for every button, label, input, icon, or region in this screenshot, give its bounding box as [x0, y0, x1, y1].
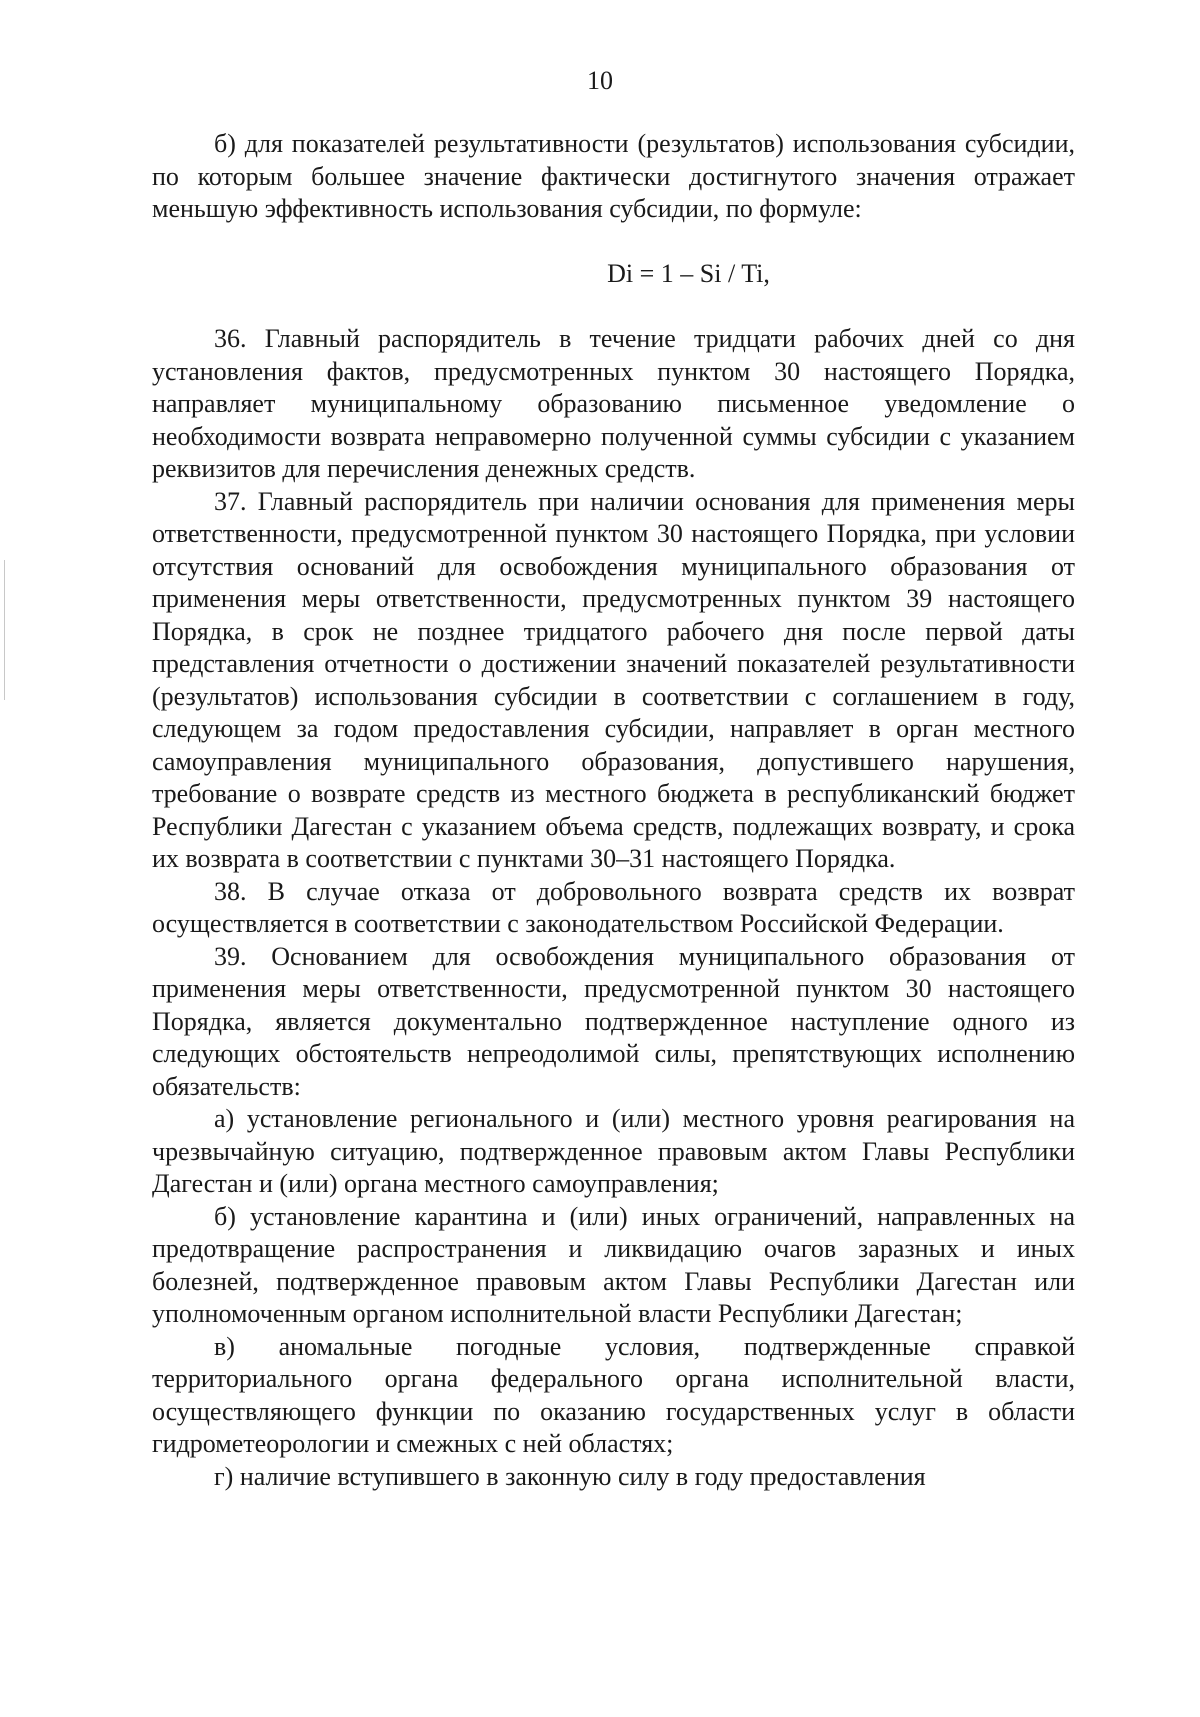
paragraph-39-b: б) установление карантина и (или) иных ограничений, направленных на предотвращение распространения и ликвидацию очагов заразных и иных болезней, подтвержденное правовым актом Главы Республики Дагестан или уполномоченным органом исполнительной власти Республики Дагестан;	[152, 1201, 1075, 1328]
paragraph-39-g: г) наличие вступившего в законную силу в году предоставления	[214, 1461, 926, 1491]
paragraph-37: 37. Главный распорядитель при наличии основания для применения меры ответственности, предусмотренной пунктом 30 настоящего Порядка, при условии отсутствия оснований для освобождения муниципального образования от применения меры ответственности, предусмотренных пунктом 39 настоящего Порядка, в срок не позднее тридцатого рабочего дня после первой даты представления отчетности о достижении значений показателей результативности (результатов) использования субсидии в соответствии с соглашением в году, следующем за годом предоставления субсидии, направляет в орган местного самоуправления муниципального образования, допустившего нарушения, требование о возврате средств из местного бюджета в республиканский бюджет Республики Дагестан с указанием объема средств, подлежащих возврату, и срока их возврата в соответствии с пунктами 30–31 настоящего Порядка.	[152, 486, 1075, 873]
paragraph-38: 38. В случае отказа от добровольного возврата средств их возврат осуществляется в соответствии с законодательством Российской Федерации.	[152, 876, 1075, 938]
formula: Di = 1 – Si / Ti,	[607, 258, 770, 288]
document-body	[152, 128, 1075, 1493]
paragraph-39-a: а) установление регионального и (или) местного уровня реагирования на чрезвычайную ситуацию, подтвержденное правовым актом Главы Республики Дагестан и (или) органа местного самоуправления;	[152, 1104, 1075, 1198]
paragraph-36: 36. Главный распорядитель в течение тридцати рабочих дней со дня установления фактов, предусмотренных пунктом 30 настоящего Порядка, направляет муниципальному образованию письменное уведомление о необходимости возврата неправомерно полученной суммы субсидии с указанием реквизитов для перечисления денежных средств.	[152, 324, 1075, 483]
scan-edge-mark	[4, 560, 5, 700]
page-number: 10	[587, 66, 613, 95]
paragraph-b-formula-intro: б) для показателей результативности (результатов) использования субсидии, по которым большее значение фактически достигнутого значения отражает меньшую эффективность использования субсидии, по формуле:	[152, 129, 1075, 223]
paragraph-39-v: в) аномальные погодные условия, подтвержденные справкой территориального органа федерального органа исполнительной власти, осуществляющего функции по оказанию государственных услуг в области гидрометеорологии и смежных с ней областях;	[152, 1331, 1075, 1458]
paragraph-39: 39. Основанием для освобождения муниципального образования от применения меры ответственности, предусмотренной пунктом 30 настоящего Порядка, является документально подтвержденное наступление одного из следующих обстоятельств непреодолимой силы, препятствующих исполнению обязательств:	[152, 941, 1075, 1101]
